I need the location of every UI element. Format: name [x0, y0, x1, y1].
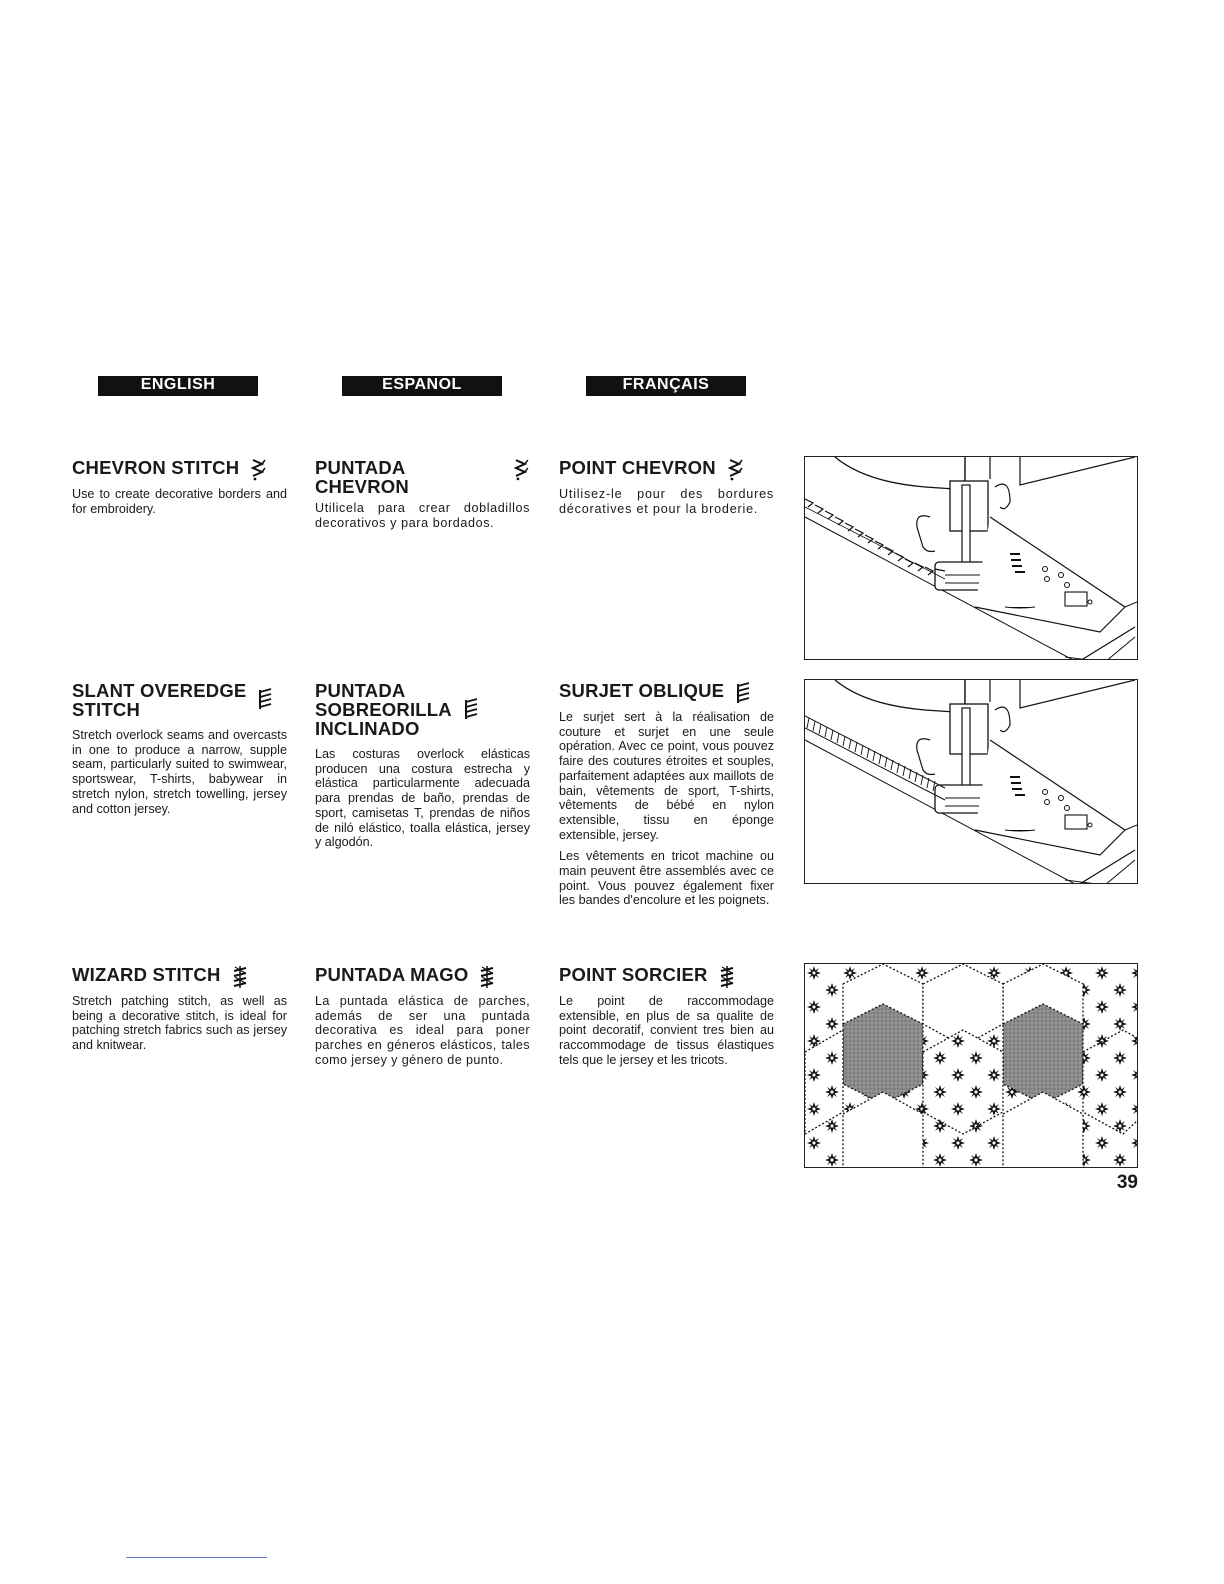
wizard-stitch-icon	[478, 965, 496, 989]
wizard-section-spanish	[315, 965, 530, 1068]
section-body: Use to create decorative borders and for embroidery.	[72, 487, 287, 516]
section-body: Stretch patching stitch, as well as being a decorative stitch, is ideal for patching stretch fabrics such as jersey and knitwear.	[72, 994, 287, 1053]
section-title: POINT CHEVRON	[559, 458, 774, 482]
language-tab-spanish: ESPANOL	[342, 376, 502, 396]
section-title: POINT SORCIER	[559, 965, 774, 989]
language-tab-french: FRANÇAIS	[586, 376, 746, 396]
section-title: PUNTADA MAGO	[315, 965, 530, 989]
section-title: SURJET OBLIQUE	[559, 681, 774, 705]
section-body: Les vêtements en tricot machine ou main peuvent être assemblés avec ce point. Vous pouvez également fixer les bandes d'encolure et les poignets.	[559, 849, 774, 908]
wizard-stitch-icon	[718, 965, 736, 989]
chevron-section-spanish	[315, 458, 530, 530]
section-body: La puntada elástica de parches, además de ser una puntada decorativa es ideal para poner parches en géneros elásticos, tales como jersey y género de punto.	[315, 994, 530, 1067]
section-body: Le point de raccommodage extensible, en plus de sa qualite de point decoratif, convient tres bien au raccommodage de tissus élastiques tels que le jersey et les tricots.	[559, 994, 774, 1067]
wizard-stitch-illustration	[804, 963, 1138, 1168]
wizard-section-english	[72, 965, 287, 1053]
section-title: PUNTADA CHEVRON	[315, 458, 530, 496]
slant-overedge-icon	[734, 681, 752, 705]
wizard-stitch-icon	[231, 965, 249, 989]
section-body: Las costuras overlock elásticas producen una costura estrecha y elástica particularmente adecuada para prendas de baño, prendas de sport, camisetas T, prendas de niños de niló elástico, toalla elástica, jersey y algodón.	[315, 747, 530, 850]
slant-section-english	[72, 681, 287, 816]
section-body: Le surjet sert à la réalisation de couture et surjet en une seule opération. Avec ce point, vous pouvez faire des coutures étroites et souples, parfaitement adaptées aux maillots de bain, vêtements de sport, T-shirts, vêtements de bébé en nylon extensible, tissu en éponge extensible, jersey.	[559, 710, 774, 842]
section-body: Stretch overlock seams and overcasts in one to produce a narrow, supple seam, particularly suited to swimwear, sportswear, T-shirts, babywear in stretch nylon, stretch towelling, jersey and cotton jersey.	[72, 728, 287, 816]
slant-overedge-illustration	[804, 679, 1138, 884]
chevron-section-english	[72, 458, 287, 516]
page-number: 39	[1116, 1172, 1138, 1193]
slant-overedge-icon	[256, 687, 274, 711]
chevron-stitch-icon	[249, 458, 267, 482]
section-body: Utilisez-le pour des bordures décoratives et pour la broderie.	[559, 487, 774, 516]
section-title: CHEVRON STITCH	[72, 458, 287, 482]
chevron-stitch-illustration	[804, 456, 1138, 660]
language-tab-english: ENGLISH	[98, 376, 258, 396]
chevron-section-french	[559, 458, 774, 516]
slant-section-spanish	[315, 681, 530, 850]
section-title: SLANT OVEREDGE STITCH	[72, 681, 287, 719]
chevron-stitch-icon	[726, 458, 744, 482]
slant-overedge-icon	[462, 697, 480, 721]
section-title: PUNTADA SOBREORILLA INCLINADO	[315, 681, 530, 738]
section-body: Utilicela para crear dobladillos decorativos y para bordados.	[315, 501, 530, 530]
footer-rule	[126, 1557, 267, 1558]
chevron-stitch-icon	[512, 458, 530, 482]
wizard-section-french	[559, 965, 774, 1068]
section-title: WIZARD STITCH	[72, 965, 287, 989]
slant-section-french	[559, 681, 774, 908]
